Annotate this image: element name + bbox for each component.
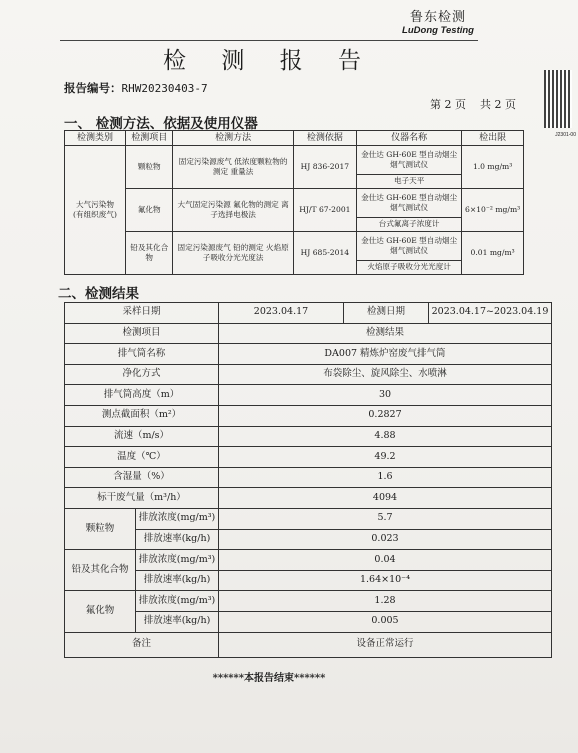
instrument-cell: 金仕达 GH-60E 型自动烟尘烟气测试仪 xyxy=(357,189,462,218)
table-row xyxy=(65,232,524,261)
row-label: 排气筒高度（m） xyxy=(65,385,219,406)
table-row xyxy=(65,189,524,218)
table-row xyxy=(65,591,552,612)
row-label: 排气筒名称 xyxy=(65,344,219,365)
qr-code-icon xyxy=(544,70,572,128)
sample-date-value: 2023.04.17 xyxy=(219,303,344,324)
limit-cell: 0.01 mg/m³ xyxy=(462,232,524,275)
remark-label: 备注 xyxy=(65,632,219,657)
table-row xyxy=(65,385,552,406)
section2-title: 二、检测结果 xyxy=(58,286,139,302)
table-row xyxy=(65,303,552,324)
test-date-value: 2023.04.17~2023.04.19 xyxy=(429,303,552,324)
test-date-label: 检测日期 xyxy=(344,303,429,324)
conc-value: 0.04 xyxy=(219,550,552,571)
page-info xyxy=(430,96,516,112)
remark-value: 设备正常运行 xyxy=(219,632,552,657)
conc-value: 5.7 xyxy=(219,508,552,529)
row-value: 1.6 xyxy=(219,467,552,488)
header-category: 检测类别 xyxy=(65,131,126,146)
rate-value: 0.005 xyxy=(219,611,552,632)
report-number-value: RHW20230403-7 xyxy=(121,82,208,95)
conc-label: 排放浓度(mg/m³) xyxy=(136,550,219,571)
page-title: 检 测 报 告 xyxy=(163,48,375,74)
header-basis: 检测依据 xyxy=(293,131,356,146)
report-number xyxy=(64,80,208,96)
item-cell: 氟化物 xyxy=(125,189,173,232)
basis-cell: HJ 685-2014 xyxy=(293,232,356,275)
header-rule xyxy=(60,40,478,41)
method-cell: 大气固定污染源 氟化物的测定 离子选择电极法 xyxy=(173,189,293,232)
pollutant-name: 颗粒物 xyxy=(65,508,136,549)
row-label: 温度（℃） xyxy=(65,447,219,468)
conc-label: 排放浓度(mg/m³) xyxy=(136,508,219,529)
rate-value: 1.64×10⁻⁴ xyxy=(219,570,552,591)
rate-label: 排放速率(kg/h) xyxy=(136,611,219,632)
table-row xyxy=(65,447,552,468)
header-limit: 检出限 xyxy=(462,131,524,146)
sample-date-label: 采样日期 xyxy=(65,303,219,324)
method-cell: 固定污染源废气 低浓度颗粒物的测定 重量法 xyxy=(173,146,293,189)
row-label: 净化方式 xyxy=(65,364,219,385)
table-row xyxy=(65,508,552,529)
instrument-cell: 电子天平 xyxy=(357,175,462,189)
rate-label: 排放速率(kg/h) xyxy=(136,570,219,591)
instrument-cell: 火焰原子吸收分光光度计 xyxy=(357,261,462,275)
instrument-cell: 台式氟离子浓度计 xyxy=(357,218,462,232)
item-header: 检测项目 xyxy=(65,323,219,344)
basis-cell: HJ/T 67-2001 xyxy=(293,189,356,232)
table-row xyxy=(65,405,552,426)
instrument-cell: 金仕达 GH-60E 型自动烟尘烟气测试仪 xyxy=(357,232,462,261)
pollutant-name: 铅及其化合物 xyxy=(65,550,136,591)
instrument-cell: 金仕达 GH-60E 型自动烟尘烟气测试仪 xyxy=(357,146,462,175)
table-row xyxy=(65,570,552,591)
category-cell: 大气污染物 (有组织废气) xyxy=(65,146,126,275)
table-row xyxy=(65,632,552,657)
row-label: 含湿量（%） xyxy=(65,467,219,488)
rate-value: 0.023 xyxy=(219,529,552,550)
row-value: 4094 xyxy=(219,488,552,509)
row-value: 0.2827 xyxy=(219,405,552,426)
basis-cell: HJ 836-2017 xyxy=(293,146,356,189)
page-number: 第 2 页 xyxy=(430,98,466,111)
row-label: 流速（m/s） xyxy=(65,426,219,447)
brand-name-en: LuDong Testing xyxy=(402,25,474,36)
table-row xyxy=(65,467,552,488)
brand-header xyxy=(402,6,474,36)
table-row xyxy=(65,550,552,571)
row-label: 标干废气量（m³/h） xyxy=(65,488,219,509)
table-row xyxy=(65,323,552,344)
page-total: 共 2 页 xyxy=(480,98,516,111)
limit-cell: 6×10⁻² mg/m³ xyxy=(462,189,524,232)
limit-cell: 1.0 mg/m³ xyxy=(462,146,524,189)
header-instrument: 仪器名称 xyxy=(357,131,462,146)
table-row xyxy=(65,488,552,509)
brand-name-cn: 鲁东检测 xyxy=(410,10,467,25)
row-value: 布袋除尘、旋风除尘、水喷淋 xyxy=(219,364,552,385)
item-cell: 颗粒物 xyxy=(125,146,173,189)
row-label: 测点截面积（m²） xyxy=(65,405,219,426)
row-value: DA007 精炼炉窑废气排气筒 xyxy=(219,344,552,365)
results-table xyxy=(64,302,552,658)
report-number-label: 报告编号： xyxy=(64,81,122,95)
methods-header-row xyxy=(65,131,524,146)
qr-caption: J2301-00 xyxy=(555,132,576,138)
table-row xyxy=(65,344,552,365)
conc-value: 1.28 xyxy=(219,591,552,612)
conc-label: 排放浓度(mg/m³) xyxy=(136,591,219,612)
header-item: 检测项目 xyxy=(125,131,173,146)
report-end-text: ******本报告结束****** xyxy=(212,673,326,684)
table-row xyxy=(65,611,552,632)
table-row xyxy=(65,146,524,175)
table-row xyxy=(65,364,552,385)
result-header: 检测结果 xyxy=(219,323,552,344)
row-value: 30 xyxy=(219,385,552,406)
row-value: 4.88 xyxy=(219,426,552,447)
item-cell: 铅及其化合物 xyxy=(125,232,173,275)
method-cell: 固定污染源废气 铅的测定 火焰原子吸收分光光度法 xyxy=(173,232,293,275)
table-row xyxy=(65,529,552,550)
header-method: 检测方法 xyxy=(173,131,293,146)
rate-label: 排放速率(kg/h) xyxy=(136,529,219,550)
pollutant-name: 氟化物 xyxy=(65,591,136,632)
table-row xyxy=(65,426,552,447)
row-value: 49.2 xyxy=(219,447,552,468)
methods-table xyxy=(64,130,524,275)
section1-title: 一、 检测方法、依据及使用仪器 xyxy=(64,116,258,132)
